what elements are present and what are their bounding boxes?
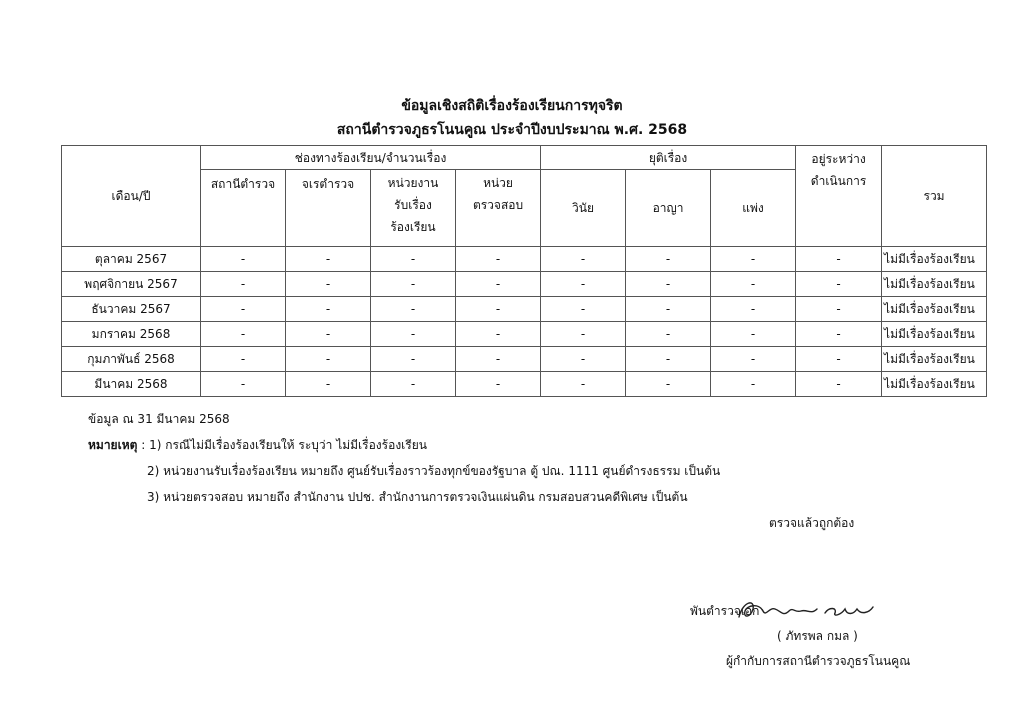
verified-statement: ตรวจแล้วถูกต้อง [769,516,855,530]
header-criminal: อาญา [626,170,711,247]
cell-in-progress: - [796,372,882,397]
cell-patrol: - [286,272,371,297]
cell-agency: - [371,347,456,372]
cell-criminal: - [626,322,711,347]
cell-civil: - [711,247,796,272]
cell-criminal: - [626,247,711,272]
signature-graphic [733,597,883,623]
cell-total: ไม่มีเรื่องร้องเรียน [882,272,987,297]
header-station: สถานีตำรวจ [201,170,286,247]
header-total: รวม [882,146,987,247]
cell-station: - [201,347,286,372]
remark-3: 3) หน่วยตรวจสอบ หมายถึง สำนักงาน ปปช. สำนักงานการตรวจเงินแผ่นดิน กรมสอบสวนคดีพิเศษ เป็นต้น [147,490,688,504]
cell-total: ไม่มีเรื่องร้องเรียน [882,372,987,397]
cell-audit: - [456,322,541,347]
table-row [62,372,987,397]
signer-position: ผู้กำกับการสถานีตำรวจภูธรโนนคูณ [726,654,911,668]
cell-discipline: - [541,272,626,297]
remark-1 [88,436,427,455]
cell-agency: - [371,247,456,272]
cell-in-progress: - [796,297,882,322]
table-row [62,297,987,322]
cell-patrol: - [286,247,371,272]
cell-month: กุมภาพันธ์ 2568 [62,347,201,372]
cell-station: - [201,372,286,397]
remark-1-text: : 1) กรณีไม่มีเรื่องร้องเรียนให้ ระบุว่า ไม่มีเรื่องร้องเรียน [137,438,427,452]
cell-total: ไม่มีเรื่องร้องเรียน [882,322,987,347]
table-row [62,322,987,347]
remark-label: หมายเหตุ [88,438,138,452]
cell-month: พฤศจิกายน 2567 [62,272,201,297]
cell-station: - [201,272,286,297]
cell-discipline: - [541,372,626,397]
table-row [62,247,987,272]
cell-civil: - [711,322,796,347]
header-month: เดือน/ปี [62,146,201,247]
cell-agency: - [371,372,456,397]
header-in-progress-line2: ดำเนินการ [810,174,867,188]
cell-in-progress: - [796,347,882,372]
cell-patrol: - [286,372,371,397]
table-row [62,272,987,297]
data-as-of-note: ข้อมูล ณ 31 มีนาคม 2568 [88,412,230,426]
cell-patrol: - [286,347,371,372]
cell-criminal: - [626,297,711,322]
remark-2: 2) หน่วยงานรับเรื่องร้องเรียน หมายถึง ศูนย์รับเรื่องราวร้องทุกข์ของรัฐบาล ตู้ ปณ. 1111 ศูนย์ดำรงธรรม เป็นต้น [147,464,721,478]
cell-patrol: - [286,297,371,322]
cell-station: - [201,297,286,322]
cell-discipline: - [541,297,626,322]
cell-in-progress: - [796,247,882,272]
cell-in-progress: - [796,322,882,347]
cell-audit: - [456,297,541,322]
cell-month: มีนาคม 2568 [62,372,201,397]
cell-criminal: - [626,272,711,297]
cell-civil: - [711,297,796,322]
cell-audit: - [456,372,541,397]
header-agency-line2: รับเรื่อง [394,198,432,212]
cell-civil: - [711,347,796,372]
header-patrol: จเรตำรวจ [286,170,371,247]
cell-discipline: - [541,347,626,372]
header-audit [456,170,541,247]
cell-agency: - [371,297,456,322]
handwritten-signature [733,597,883,623]
cell-total: ไม่มีเรื่องร้องเรียน [882,347,987,372]
cell-discipline: - [541,322,626,347]
cell-total: ไม่มีเรื่องร้องเรียน [882,297,987,322]
header-in-progress [796,146,882,247]
cell-discipline: - [541,247,626,272]
header-discipline: วินัย [541,170,626,247]
signer-name: ( ภัทรพล กมล ) [777,629,858,643]
complaint-statistics-table [61,145,987,397]
cell-patrol: - [286,322,371,347]
header-agency-line3: ร้องเรียน [390,220,436,234]
header-agency [371,170,456,247]
header-agency-line1: หน่วยงาน [387,176,439,190]
cell-civil: - [711,372,796,397]
cell-agency: - [371,272,456,297]
cell-month: มกราคม 2568 [62,322,201,347]
cell-criminal: - [626,372,711,397]
cell-audit: - [456,247,541,272]
header-channels-group: ช่องทางร้องเรียน/จำนวนเรื่อง [201,146,541,170]
cell-in-progress: - [796,272,882,297]
cell-month: ตุลาคม 2567 [62,247,201,272]
header-ended-group: ยุติเรื่อง [541,146,796,170]
cell-audit: - [456,347,541,372]
document-title: ข้อมูลเชิงสถิติเรื่องร้องเรียนการทุจริต [401,98,623,114]
header-audit-line2: ตรวจสอบ [472,198,524,212]
cell-audit: - [456,272,541,297]
table-row [62,347,987,372]
signer-rank: พันตำรวจเอก [690,604,760,618]
header-audit-line1: หน่วย [483,176,513,190]
cell-month: ธันวาคม 2567 [62,297,201,322]
cell-criminal: - [626,347,711,372]
document-subtitle: สถานีตำรวจภูธรโนนคูณ ประจำปีงบประมาณ พ.ศ. 2568 [336,122,688,138]
cell-civil: - [711,272,796,297]
cell-station: - [201,322,286,347]
header-civil: แพ่ง [711,170,796,247]
cell-agency: - [371,322,456,347]
header-in-progress-line1: อยู่ระหว่าง [811,152,866,166]
cell-station: - [201,247,286,272]
cell-total: ไม่มีเรื่องร้องเรียน [882,247,987,272]
